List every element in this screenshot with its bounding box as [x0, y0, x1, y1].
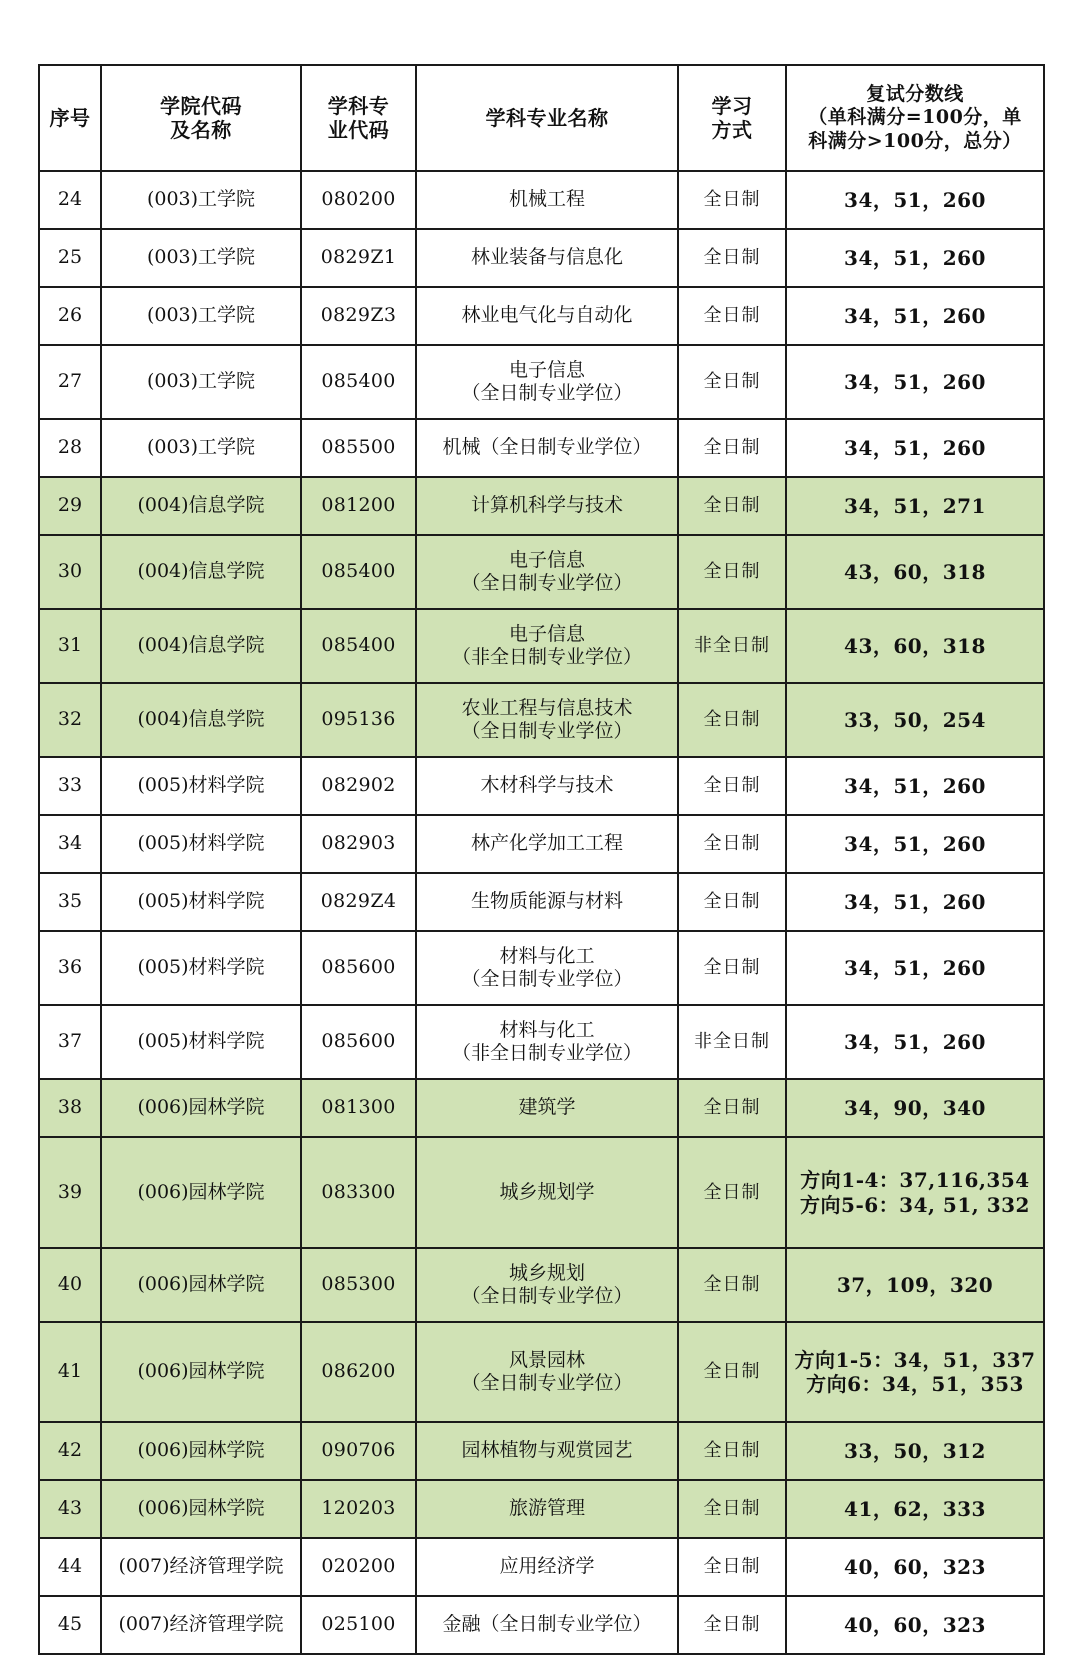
table-row: [39, 815, 1044, 873]
header-study-mode-line1: 学习: [711, 93, 753, 118]
cell-college: (005)材料学院: [101, 873, 301, 931]
major-name-line1: 风景园林: [508, 1348, 585, 1371]
score-line1: 40，60，323: [844, 1554, 986, 1579]
major-name-line2: （全日制专业学位）: [461, 382, 633, 404]
cell-sequence: 43: [39, 1480, 101, 1538]
cell-sequence: 33: [39, 757, 101, 815]
cell-major-name: [416, 1137, 678, 1248]
major-name-line2: （非全日制专业学位）: [451, 1042, 642, 1064]
score-line2: 方向5-6：34, 51, 332: [800, 1192, 1030, 1217]
major-name-line1: 旅游管理: [508, 1497, 585, 1520]
cell-sequence: 42: [39, 1422, 101, 1480]
header-sequence: [39, 65, 101, 171]
cell-major-code: 090706: [301, 1422, 416, 1480]
header-major-name: [416, 65, 678, 171]
table-row: [39, 1079, 1044, 1137]
cell-major-code: 085400: [301, 535, 416, 609]
header-major-code-line2: 业代码: [327, 118, 390, 142]
cell-college: (005)材料学院: [101, 1005, 301, 1079]
major-name-line1: 林业装备与信息化: [470, 246, 623, 269]
cell-major-code: 085500: [301, 419, 416, 477]
cell-sequence: 24: [39, 171, 101, 229]
major-name-line1: 材料与化工: [499, 1018, 595, 1041]
score-line1: 33，50，254: [844, 707, 986, 732]
cell-college: (005)材料学院: [101, 931, 301, 1005]
table-body: [39, 171, 1044, 1654]
cell-study-mode: 全日制: [678, 1322, 786, 1422]
cell-major-code: 0829Z3: [301, 287, 416, 345]
table-row: [39, 1596, 1044, 1654]
cell-study-mode: 全日制: [678, 683, 786, 757]
cell-college: (005)材料学院: [101, 757, 301, 815]
cell-study-mode: 全日制: [678, 1248, 786, 1322]
major-name-line1: 农业工程与信息技术: [461, 696, 633, 719]
cell-major-code: 095136: [301, 683, 416, 757]
major-name-line1: 应用经济学: [499, 1555, 595, 1578]
cell-score-line: [786, 1322, 1044, 1422]
major-name-line1: 木材科学与技术: [480, 774, 614, 797]
score-line1: 34，51，260: [844, 773, 986, 798]
cell-college: (004)信息学院: [101, 477, 301, 535]
cell-major-name: [416, 873, 678, 931]
cell-score-line: [786, 229, 1044, 287]
major-name-line1: 计算机科学与技术: [470, 494, 623, 517]
cell-study-mode: 全日制: [678, 1596, 786, 1654]
cell-score-line: [786, 171, 1044, 229]
cell-college: (006)园林学院: [101, 1137, 301, 1248]
cell-major-name: [416, 419, 678, 477]
major-name-line2: （全日制专业学位）: [461, 720, 633, 742]
score-line1: 34，51，271: [844, 493, 986, 518]
major-name-line1: 材料与化工: [499, 944, 595, 967]
cell-score-line: [786, 757, 1044, 815]
cell-college: (006)园林学院: [101, 1322, 301, 1422]
cell-college: (003)工学院: [101, 229, 301, 287]
table-row: [39, 1480, 1044, 1538]
header-sequence-label: 序号: [49, 105, 91, 130]
cell-major-code: 085300: [301, 1248, 416, 1322]
table-row: [39, 419, 1044, 477]
cell-major-code: 082903: [301, 815, 416, 873]
cell-score-line: [786, 345, 1044, 419]
cell-study-mode: 全日制: [678, 1480, 786, 1538]
score-line1: 37，109，320: [836, 1272, 994, 1297]
cell-college: (007)经济管理学院: [101, 1538, 301, 1596]
cell-study-mode: 全日制: [678, 1422, 786, 1480]
cell-major-code: 085600: [301, 931, 416, 1005]
table-row: [39, 1137, 1044, 1248]
table-row: [39, 1422, 1044, 1480]
score-line1: 34，51，260: [844, 955, 986, 980]
cell-major-code: 080200: [301, 171, 416, 229]
score-line1: 34，51，260: [844, 187, 986, 212]
table-row: [39, 477, 1044, 535]
cell-sequence: 44: [39, 1538, 101, 1596]
cell-college: (006)园林学院: [101, 1248, 301, 1322]
major-name-line1: 电子信息: [508, 622, 585, 645]
cell-major-code: 0829Z1: [301, 229, 416, 287]
score-line1: 33，50，312: [844, 1438, 986, 1463]
cell-major-name: [416, 1322, 678, 1422]
cell-college: (003)工学院: [101, 345, 301, 419]
major-name-line1: 林产化学加工工程: [470, 832, 623, 855]
score-line1: 43，60，318: [844, 633, 986, 658]
cell-study-mode: 全日制: [678, 419, 786, 477]
cell-major-name: [416, 609, 678, 683]
major-name-line1: 电子信息: [508, 548, 585, 571]
table-row: [39, 1248, 1044, 1322]
cell-major-code: 025100: [301, 1596, 416, 1654]
score-line1: 34，51，260: [844, 245, 986, 270]
cell-college: (007)经济管理学院: [101, 1596, 301, 1654]
cell-sequence: 28: [39, 419, 101, 477]
cell-major-name: [416, 1596, 678, 1654]
major-name-line1: 机械工程: [508, 188, 585, 211]
major-name-line1: 城乡规划学: [499, 1180, 595, 1203]
major-name-line1: 园林植物与观赏园艺: [461, 1439, 633, 1462]
cell-sequence: 25: [39, 229, 101, 287]
cell-major-name: [416, 931, 678, 1005]
cell-study-mode: 全日制: [678, 287, 786, 345]
cell-score-line: [786, 1248, 1044, 1322]
score-line1: 34，51，260: [844, 369, 986, 394]
cell-major-code: 082902: [301, 757, 416, 815]
cell-study-mode: 全日制: [678, 1137, 786, 1248]
cell-college: (004)信息学院: [101, 535, 301, 609]
score-line1: 方向1-4：37,116,354: [800, 1168, 1030, 1193]
header-study-mode-line2: 方式: [711, 118, 753, 142]
cell-college: (006)园林学院: [101, 1480, 301, 1538]
cell-major-code: 085400: [301, 609, 416, 683]
header-score-note-line2: 科满分>100分，总分）: [808, 129, 1022, 152]
cell-major-code: 085400: [301, 345, 416, 419]
cell-major-code: 081300: [301, 1079, 416, 1137]
cell-college: (003)工学院: [101, 287, 301, 345]
header-college-line1: 学院代码: [160, 93, 242, 118]
cell-college: (006)园林学院: [101, 1422, 301, 1480]
cell-major-code: 020200: [301, 1538, 416, 1596]
cell-major-name: [416, 815, 678, 873]
cell-college: (003)工学院: [101, 171, 301, 229]
cell-sequence: 39: [39, 1137, 101, 1248]
score-line1: 34，51，260: [844, 831, 986, 856]
cell-major-name: [416, 171, 678, 229]
cell-major-code: 085600: [301, 1005, 416, 1079]
table-row: [39, 873, 1044, 931]
cell-study-mode: 全日制: [678, 229, 786, 287]
cell-score-line: [786, 419, 1044, 477]
table-row: [39, 931, 1044, 1005]
score-line1: 41，62，333: [844, 1496, 986, 1521]
cell-sequence: 31: [39, 609, 101, 683]
table-row: [39, 1322, 1044, 1422]
cell-score-line: [786, 1079, 1044, 1137]
major-name-line2: （全日制专业学位）: [461, 1372, 633, 1394]
cell-study-mode: 全日制: [678, 873, 786, 931]
table-row: [39, 1005, 1044, 1079]
cell-college: (003)工学院: [101, 419, 301, 477]
cell-study-mode: 全日制: [678, 931, 786, 1005]
major-name-line1: 电子信息: [508, 358, 585, 381]
header-score-note-line1: （单科满分=100分，单: [808, 106, 1022, 129]
header-major-code-line1: 学科专: [327, 93, 390, 118]
cell-score-line: [786, 1480, 1044, 1538]
cell-study-mode: 全日制: [678, 1538, 786, 1596]
cell-college: (004)信息学院: [101, 609, 301, 683]
cell-score-line: [786, 1137, 1044, 1248]
cell-major-name: [416, 1422, 678, 1480]
cell-major-name: [416, 683, 678, 757]
cell-score-line: [786, 815, 1044, 873]
cell-score-line: [786, 1422, 1044, 1480]
cell-major-code: 120203: [301, 1480, 416, 1538]
cell-score-line: [786, 1005, 1044, 1079]
cell-score-line: [786, 683, 1044, 757]
cell-study-mode: 全日制: [678, 1079, 786, 1137]
cell-major-code: 083300: [301, 1137, 416, 1248]
header-row: [39, 65, 1044, 171]
header-major-name-label: 学科专业名称: [485, 105, 609, 130]
cell-sequence: 35: [39, 873, 101, 931]
major-name-line2: （全日制专业学位）: [461, 1285, 633, 1307]
cell-sequence: 26: [39, 287, 101, 345]
table-header: [39, 65, 1044, 171]
header-study-mode: [678, 65, 786, 171]
cell-score-line: [786, 609, 1044, 683]
major-name-line2: （全日制专业学位）: [461, 968, 633, 990]
cell-study-mode: 全日制: [678, 815, 786, 873]
header-score-line: [786, 65, 1044, 171]
major-name-line2: （非全日制专业学位）: [451, 646, 642, 668]
cell-sequence: 32: [39, 683, 101, 757]
cell-major-name: [416, 1538, 678, 1596]
cell-sequence: 45: [39, 1596, 101, 1654]
cell-study-mode: 全日制: [678, 477, 786, 535]
table-row: [39, 757, 1044, 815]
table-row: [39, 535, 1044, 609]
cell-major-name: [416, 287, 678, 345]
cell-major-name: [416, 535, 678, 609]
admission-score-table: [38, 64, 1045, 1655]
cell-study-mode: 全日制: [678, 535, 786, 609]
cell-college: (005)材料学院: [101, 815, 301, 873]
table-row: [39, 609, 1044, 683]
score-line1: 34，51，260: [844, 889, 986, 914]
cell-score-line: [786, 535, 1044, 609]
table-row: [39, 171, 1044, 229]
table-row: [39, 683, 1044, 757]
major-name-line1: 机械（全日制专业学位）: [442, 436, 652, 459]
cell-sequence: 27: [39, 345, 101, 419]
cell-study-mode: 非全日制: [678, 609, 786, 683]
score-line1: 40，60，323: [844, 1612, 986, 1637]
cell-sequence: 30: [39, 535, 101, 609]
cell-study-mode: 全日制: [678, 757, 786, 815]
major-name-line2: （全日制专业学位）: [461, 572, 633, 594]
table-row: [39, 229, 1044, 287]
cell-study-mode: 全日制: [678, 171, 786, 229]
cell-sequence: 41: [39, 1322, 101, 1422]
header-college-line2: 及名称: [170, 118, 232, 142]
table-row: [39, 345, 1044, 419]
cell-study-mode: 非全日制: [678, 1005, 786, 1079]
cell-score-line: [786, 477, 1044, 535]
score-line1: 方向1-5：34，51，337: [794, 1347, 1036, 1372]
table-row: [39, 287, 1044, 345]
score-line1: 34，51，260: [844, 303, 986, 328]
score-line1: 34，90，340: [844, 1095, 986, 1120]
cell-score-line: [786, 1596, 1044, 1654]
cell-major-name: [416, 1079, 678, 1137]
score-line1: 34，51，260: [844, 1029, 986, 1054]
cell-sequence: 36: [39, 931, 101, 1005]
cell-study-mode: 全日制: [678, 345, 786, 419]
cell-major-name: [416, 1248, 678, 1322]
cell-college: (004)信息学院: [101, 683, 301, 757]
score-line1: 34，51，260: [844, 435, 986, 460]
header-major-code: [301, 65, 416, 171]
cell-major-name: [416, 1480, 678, 1538]
score-line2: 方向6：34，51，353: [806, 1372, 1024, 1396]
cell-major-code: 0829Z4: [301, 873, 416, 931]
cell-score-line: [786, 1538, 1044, 1596]
cell-college: (006)园林学院: [101, 1079, 301, 1137]
header-score-title: 复试分数线: [866, 83, 964, 106]
cell-score-line: [786, 873, 1044, 931]
score-line1: 43，60，318: [844, 559, 986, 584]
cell-score-line: [786, 931, 1044, 1005]
cell-sequence: 29: [39, 477, 101, 535]
cell-score-line: [786, 287, 1044, 345]
major-name-line1: 金融（全日制专业学位）: [442, 1613, 652, 1636]
cell-major-name: [416, 477, 678, 535]
cell-major-name: [416, 757, 678, 815]
major-name-line1: 林业电气化与自动化: [461, 304, 633, 327]
cell-sequence: 40: [39, 1248, 101, 1322]
table-row: [39, 1538, 1044, 1596]
header-college: [101, 65, 301, 171]
major-name-line1: 建筑学: [518, 1096, 576, 1119]
cell-major-name: [416, 1005, 678, 1079]
cell-sequence: 37: [39, 1005, 101, 1079]
major-name-line1: 城乡规划: [508, 1261, 585, 1284]
cell-major-code: 081200: [301, 477, 416, 535]
cell-major-name: [416, 345, 678, 419]
cell-sequence: 34: [39, 815, 101, 873]
cell-major-code: 086200: [301, 1322, 416, 1422]
cell-sequence: 38: [39, 1079, 101, 1137]
major-name-line1: 生物质能源与材料: [470, 890, 623, 913]
cell-major-name: [416, 229, 678, 287]
